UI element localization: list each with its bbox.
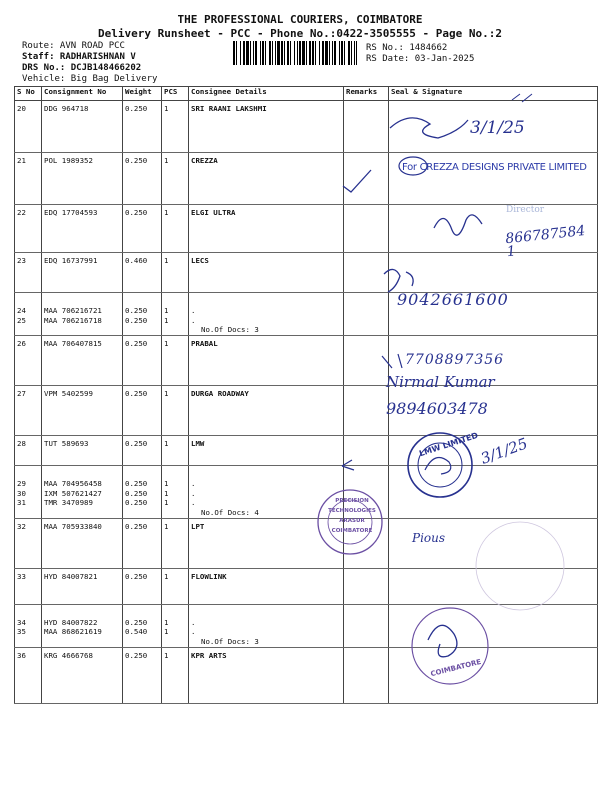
docs-count: No.Of Docs: 3 — [201, 325, 259, 334]
weight-cell-value: 0.250 — [125, 104, 148, 113]
pcs-cell — [162, 386, 189, 436]
sno-cell — [15, 101, 42, 153]
pcs-cell-value: 1 — [164, 208, 169, 217]
consignee-cell — [189, 647, 344, 703]
seal-cell — [389, 153, 598, 205]
table-row — [15, 518, 598, 568]
table-row — [15, 336, 598, 386]
weight-cell — [123, 647, 162, 703]
vehicle-label: Vehicle: Big Bag Delivery — [22, 74, 158, 84]
weight-cell-value: 0.250 — [125, 315, 148, 325]
consignment-cell-value: MAA 706216721 — [44, 306, 102, 315]
weight-cell — [123, 153, 162, 205]
seal-cell — [389, 466, 598, 519]
sno-cell-value: 23 — [17, 256, 26, 265]
sig-phone-r27: 9894603478 — [386, 399, 488, 418]
consignee-name: PRABAL — [191, 339, 218, 348]
runsheet-subtitle: Delivery Runsheet - PCC - Phone No.:0422-3505555 - Page No.:2 — [98, 27, 502, 40]
consignment-cell-value: MAA 705933840 — [44, 521, 102, 531]
sno-cell-value: 32 — [17, 521, 26, 531]
consignment-cell-value: MAA 704956458 — [44, 479, 102, 488]
consignment-cell-value: EDQ 16737991 — [44, 256, 98, 265]
seal-cell — [389, 253, 598, 293]
weight-cell-value: 0.250 — [125, 650, 148, 660]
weight-cell — [123, 253, 162, 293]
weight-cell — [123, 205, 162, 253]
weight-cell-value: 0.250 — [125, 156, 148, 165]
seal-cell — [389, 386, 598, 436]
sno-cell-value: 22 — [17, 208, 26, 217]
consignment-cell-value: MAA 706216718 — [44, 315, 102, 325]
sno-cell — [15, 466, 42, 519]
seal-cell — [389, 518, 598, 568]
remarks-cell — [344, 101, 389, 153]
consignment-cell-value: TMR 3470989 — [44, 498, 93, 507]
sno-cell — [15, 386, 42, 436]
consignee-dot: . — [191, 617, 196, 627]
col-consignment: Consignment No — [42, 87, 123, 101]
consignee-cell — [189, 466, 344, 519]
drs-label: DRS No.: DCJB148466202 — [22, 63, 142, 73]
consignment-cell-value: IXM 507621427 — [44, 488, 102, 498]
pcs-cell-value: 1 — [164, 439, 169, 448]
pcs-cell-value: 1 — [164, 315, 169, 325]
seal-cell — [389, 101, 598, 153]
pcs-cell — [162, 466, 189, 519]
sig-name-r32: Pious — [412, 531, 446, 545]
table-row — [15, 466, 598, 519]
pcs-cell — [162, 436, 189, 466]
consignment-cell — [42, 647, 123, 703]
runsheet-table — [14, 86, 598, 704]
pcs-cell — [162, 647, 189, 703]
table-row — [15, 205, 598, 253]
seal-cell — [389, 436, 598, 466]
weight-cell-value: 0.250 — [125, 571, 148, 581]
consignee-dot: . — [191, 479, 196, 488]
remarks-cell — [344, 336, 389, 386]
remarks-cell — [344, 293, 389, 336]
sno-cell-value: 36 — [17, 650, 26, 660]
weight-cell-value: 0.250 — [125, 439, 148, 448]
col-consignee: Consignee Details — [189, 87, 344, 101]
consignment-cell-value: POL 1989352 — [44, 156, 93, 165]
stamp-coimbatore: COIMBATORE — [429, 657, 482, 679]
consignee-dot: . — [191, 315, 196, 325]
weight-cell — [123, 386, 162, 436]
sno-cell-value: 31 — [17, 498, 26, 507]
weight-cell-value: 0.250 — [125, 306, 148, 315]
pcs-cell — [162, 293, 189, 336]
barcode-icon — [233, 41, 357, 65]
consignee-dot: . — [191, 498, 196, 507]
col-weight: Weight — [123, 87, 162, 101]
consignee-name: SRI RAANI LAKSHMI — [191, 104, 267, 113]
sno-cell — [15, 153, 42, 205]
consignee-dot: . — [191, 627, 196, 636]
pcs-cell — [162, 336, 189, 386]
rs-date: RS Date: 03-Jan-2025 — [366, 54, 475, 64]
weight-cell-value: 0.250 — [125, 208, 148, 217]
consignment-cell-value: MAA 706407815 — [44, 339, 102, 348]
pcs-cell-value: 1 — [164, 256, 169, 265]
sno-cell-value: 35 — [17, 627, 26, 636]
consignment-cell-value: DDG 964718 — [44, 104, 89, 113]
sno-cell — [15, 518, 42, 568]
table-row — [15, 386, 598, 436]
sig-date-r28: 3/1/25 — [478, 434, 530, 468]
sno-cell — [15, 253, 42, 293]
pcs-cell — [162, 518, 189, 568]
consignee-cell — [189, 253, 344, 293]
consignee-cell — [189, 293, 344, 336]
weight-cell-value: 0.250 — [125, 479, 148, 488]
pcs-cell — [162, 604, 189, 647]
docs-count: No.Of Docs: 3 — [201, 636, 259, 646]
col-seal: Seal & Signature — [389, 87, 598, 101]
consignment-cell — [42, 293, 123, 336]
sno-cell — [15, 604, 42, 647]
sig-phone-r24: 9042661600 — [397, 290, 509, 309]
consignment-cell — [42, 518, 123, 568]
pcs-cell — [162, 153, 189, 205]
weight-cell — [123, 604, 162, 647]
consignment-cell — [42, 336, 123, 386]
weight-cell-value: 0.250 — [125, 339, 148, 348]
weight-cell — [123, 466, 162, 519]
weight-cell — [123, 293, 162, 336]
sno-cell-value: 29 — [17, 479, 26, 488]
sno-cell-value: 24 — [17, 306, 26, 315]
weight-cell-value: 0.540 — [125, 627, 148, 636]
seal-cell — [389, 336, 598, 386]
consignee-name: KPR ARTS — [191, 650, 227, 660]
remarks-cell — [344, 253, 389, 293]
consignee-cell — [189, 436, 344, 466]
col-remarks: Remarks — [344, 87, 389, 101]
consignee-name: DURGA ROADWAY — [191, 389, 249, 398]
sno-cell — [15, 336, 42, 386]
table-row — [15, 436, 598, 466]
seal-cell — [389, 604, 598, 647]
weight-cell-value: 0.250 — [125, 521, 148, 531]
table-row — [15, 293, 598, 336]
company-title: THE PROFESSIONAL COURIERS, COIMBATORE — [177, 13, 423, 26]
consignment-cell-value: HYD 84007821 — [44, 571, 98, 581]
pcs-cell-value: 1 — [164, 479, 169, 488]
consignment-cell — [42, 604, 123, 647]
sig-phone-r22: 8667875841 — [504, 222, 587, 261]
consignee-name: LPT — [191, 521, 205, 531]
consignee-cell — [189, 568, 344, 604]
consignment-cell-value: TUT 589693 — [44, 439, 89, 448]
remarks-cell — [344, 647, 389, 703]
remarks-cell — [344, 518, 389, 568]
weight-cell-value: 0.250 — [125, 617, 148, 627]
consignee-name: CREZZA — [191, 156, 218, 165]
staff-label: Staff: RADHARISHNAN V — [22, 52, 136, 62]
rs-number: RS No.: 1484662 — [366, 43, 448, 53]
stamp-lmw: LMW LIMITED — [418, 430, 480, 459]
pcs-cell-value: 1 — [164, 339, 169, 348]
consignee-cell — [189, 336, 344, 386]
consignee-name: LECS — [191, 256, 209, 265]
pcs-cell-value: 1 — [164, 488, 169, 498]
weight-cell-value: 0.250 — [125, 498, 148, 507]
sno-cell — [15, 647, 42, 703]
seal-cell — [389, 568, 598, 604]
sno-cell-value: 30 — [17, 488, 26, 498]
pcs-cell — [162, 568, 189, 604]
remarks-cell — [344, 568, 389, 604]
sno-cell — [15, 205, 42, 253]
weight-cell-value: 0.250 — [125, 488, 148, 498]
remarks-cell — [344, 205, 389, 253]
seal-cell — [389, 205, 598, 253]
remarks-cell — [344, 604, 389, 647]
sno-cell — [15, 568, 42, 604]
table-row — [15, 647, 598, 703]
consignment-cell — [42, 153, 123, 205]
sno-cell-value: 21 — [17, 156, 26, 165]
pcs-cell-value: 1 — [164, 306, 169, 315]
consignment-cell — [42, 101, 123, 153]
consignee-cell — [189, 604, 344, 647]
weight-cell — [123, 101, 162, 153]
table-row — [15, 101, 598, 153]
pcs-cell-value: 1 — [164, 627, 169, 636]
pcs-cell-value: 1 — [164, 650, 169, 660]
consignee-name: ELGI ULTRA — [191, 208, 236, 217]
table-row — [15, 568, 598, 604]
docs-count: No.Of Docs: 4 — [201, 507, 259, 517]
pcs-cell-value: 1 — [164, 156, 169, 165]
route-label: Route: AVN ROAD PCC — [22, 41, 125, 51]
sig-name-r27: Nirmal Kumar — [386, 373, 495, 391]
sno-cell-value: 27 — [17, 389, 26, 398]
pcs-cell-value: 1 — [164, 571, 169, 581]
col-sno: S No — [15, 87, 42, 101]
consignment-cell-value: EDQ 17704593 — [44, 208, 98, 217]
weight-cell-value: 0.250 — [125, 389, 148, 398]
consignment-cell — [42, 436, 123, 466]
consignee-dot: . — [191, 306, 196, 315]
table-row — [15, 153, 598, 205]
sno-cell-value: 28 — [17, 439, 26, 448]
consignment-cell — [42, 205, 123, 253]
pcs-cell-value: 1 — [164, 521, 169, 531]
consignment-cell — [42, 253, 123, 293]
remarks-cell — [344, 153, 389, 205]
sno-cell — [15, 436, 42, 466]
consignment-cell — [42, 386, 123, 436]
consignment-cell-value: HYD 84007822 — [44, 617, 98, 627]
consignment-cell-value: VPM 5402599 — [44, 389, 93, 398]
remarks-cell — [344, 386, 389, 436]
pcs-cell — [162, 205, 189, 253]
consignee-cell — [189, 518, 344, 568]
seal-cell — [389, 293, 598, 336]
table-row — [15, 604, 598, 647]
sno-cell-value: 20 — [17, 104, 26, 113]
consignment-cell-value: KRG 4666768 — [44, 650, 93, 660]
faint-director: Director — [506, 205, 545, 215]
weight-cell — [123, 336, 162, 386]
weight-cell — [123, 568, 162, 604]
table-row — [15, 253, 598, 293]
sig-date-r20: 3/1/25 — [470, 118, 525, 138]
remarks-cell — [344, 466, 389, 519]
stamp-precision: PRECISION TECHNOLOGIES ARASUR COIMBATORE — [328, 498, 376, 534]
pcs-cell-value: 1 — [164, 617, 169, 627]
consignee-cell — [189, 101, 344, 153]
consignment-cell — [42, 568, 123, 604]
consignee-cell — [189, 205, 344, 253]
consignee-name: FLOWLINK — [191, 571, 227, 581]
consignee-name: LMW — [191, 439, 205, 448]
stamp-crezza: For CREZZA DESIGNS PRIVATE LIMITED — [402, 162, 587, 173]
weight-cell-value: 0.460 — [125, 256, 148, 265]
sno-cell-value: 26 — [17, 339, 26, 348]
pcs-cell-value: 1 — [164, 104, 169, 113]
pcs-cell — [162, 101, 189, 153]
weight-cell — [123, 436, 162, 466]
sno-cell-value: 33 — [17, 571, 26, 581]
sig-phone-r26: 7708897356 — [405, 352, 505, 368]
pcs-cell — [162, 253, 189, 293]
sno-cell-value: 34 — [17, 617, 26, 627]
remarks-cell — [344, 436, 389, 466]
weight-cell — [123, 518, 162, 568]
pcs-cell-value: 1 — [164, 389, 169, 398]
consignment-cell-value: MAA 868621619 — [44, 627, 102, 636]
consignment-cell — [42, 466, 123, 519]
sno-cell-value: 25 — [17, 315, 26, 325]
seal-cell — [389, 647, 598, 703]
sno-cell — [15, 293, 42, 336]
col-pcs: PCS — [162, 87, 189, 101]
pcs-cell-value: 1 — [164, 498, 169, 507]
consignee-dot: . — [191, 488, 196, 498]
consignee-cell — [189, 153, 344, 205]
consignee-cell — [189, 386, 344, 436]
